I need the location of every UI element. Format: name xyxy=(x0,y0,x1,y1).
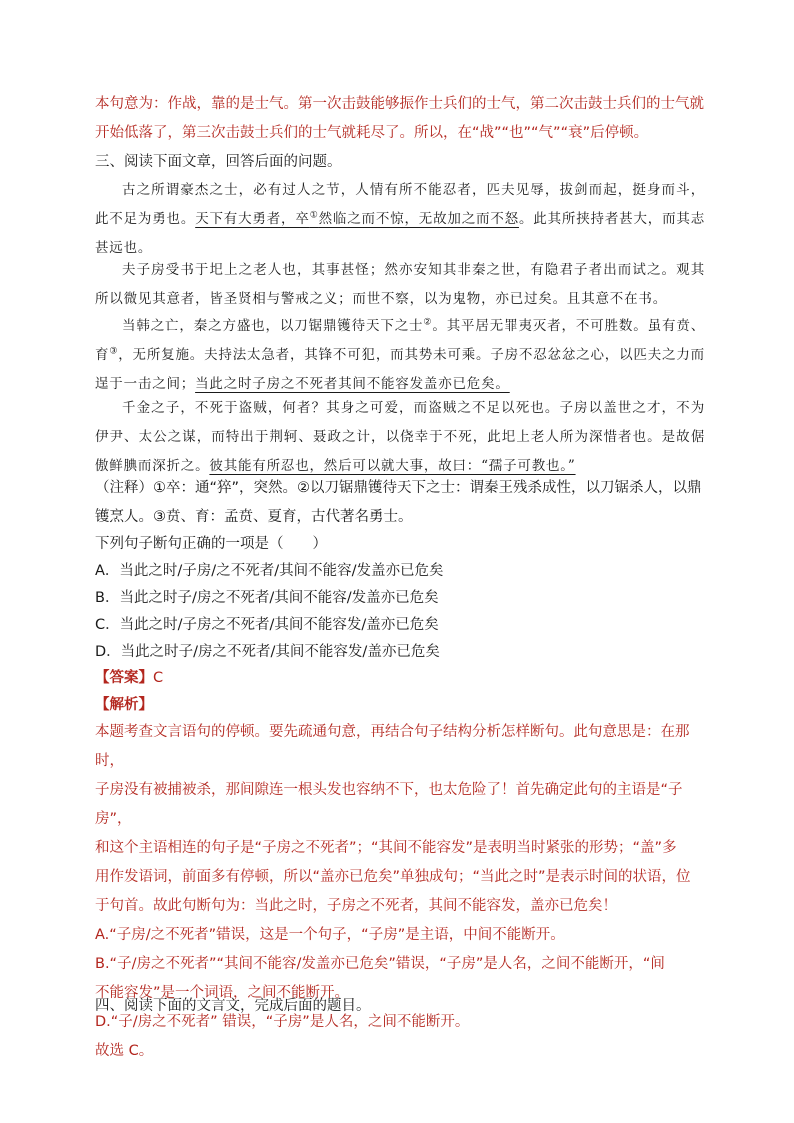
analysis-line: B.“子/房之不死者”“其间不能容/发盖亦已危矣”错误，“子房”是人名，之间不能断开，“间 xyxy=(95,956,665,972)
passage-p4-underlined: 彼其能有所忍也，然后可以就大事，故曰：“孺子可教也。” xyxy=(209,458,576,474)
notes-line-1: （注释）①卒：通“猝”，突然。②以刀锯鼎镬待天下之士：谓秦王残杀成性，以刀锯杀人，以鼎 xyxy=(95,480,702,496)
passage-p4-a: 千金之子，不死于盗贼，何者？其身之可爱，而盗贼之不足以死也。子房以盖世之才，不为伊尹、太公之谋，而特出于荆轲、聂政之计，以侥幸于不死，此圯上老人所为深惜者也。是故倨傲鲜腆而深折之。 xyxy=(95,400,705,474)
passage-paragraph-2: 夫子房受书于圯上之老人也，其事甚怪；然亦安知其非秦之世，有隐君子者出而试之。观其所以微见其意者，皆圣贤相与警戒之义；而世不察，以为鬼物，亦已过矣。且其意不在书。 xyxy=(95,262,705,307)
passage-p1-underlined xyxy=(195,211,519,227)
footnote-marker-1: ① xyxy=(309,210,319,221)
analysis-line: 和这个主语相连的句子是“子房之不死者”；“其间不能容发”是表明当时紧张的形势；“盖”多 xyxy=(95,840,677,856)
footnote-marker-2: ② xyxy=(423,317,433,328)
intro-line-2: 开始低落了，第三次击鼓士兵们的士气就耗尽了。所以，在“战”“也”“气”“衰”后停顿。 xyxy=(95,125,649,141)
passage-paragraph-3 xyxy=(95,312,705,399)
intro-explanation xyxy=(95,90,705,148)
option-a[interactable]: A．当此之时/子房/之不死者/其间不能容/发盖亦已危矣 xyxy=(95,563,444,579)
option-b[interactable]: B．当此之时子/房之不死者/其间不能容/发盖亦已危矣 xyxy=(95,590,439,606)
passage-p1-underlined-b: 然临之而不惊，无故加之而不怒 xyxy=(318,211,519,227)
section-3-title: 三、阅读下面文章，回答后面的问题。 xyxy=(95,154,342,170)
analysis-line: 本题考查文言语句的停顿。要先疏通句意，再结合句子结构分析怎样断句。此句意思是：在那时， xyxy=(95,724,690,769)
passage-p3-a: 当韩之亡，秦之方盛也，以刀锯鼎镬待天下之士 xyxy=(122,318,424,334)
passage-paragraph-4 xyxy=(95,394,705,481)
option-c[interactable]: C．当此之时/子房之不死者/其间不能容发/盖亦已危矣 xyxy=(95,617,439,633)
analysis-line: 用作发语词，前面多有停顿，所以“盖亦已危矣”单独成句；“当此之时”是表示时间的状语，位 xyxy=(95,869,691,885)
analysis-line: 故选 C。 xyxy=(95,1043,154,1059)
footnote-marker-3: ③ xyxy=(109,346,119,357)
passage-p1-end: 。此其所挟持者甚大，而其志甚远也。 xyxy=(95,211,705,256)
passage-p1-start: 古之所谓豪杰之士，必有过人之节，人情有所不能忍者，匹夫见辱，拔剑而起，挺身而斗，此不足为勇也。 xyxy=(95,182,705,227)
analysis-line: 不能容发”是一个词语，之间不能断开。 xyxy=(95,985,350,1001)
answer-row xyxy=(95,664,705,693)
passage-p3-c: ，无所复施。夫持法太急者，其锋不可犯，而其势未可乘。子房不忍忿忿之心，以匹夫之力而逞于一击之间； xyxy=(95,347,705,392)
answer-label: 【答案】 xyxy=(95,670,153,686)
question-stem: 下列句子断句正确的一项是（ ） xyxy=(95,536,327,552)
analysis-line: 子房没有被捕被杀，那间隙连一根头发也容纳不下，也太危险了！首先确定此句的主语是“子房”， xyxy=(95,782,683,827)
analysis-line: A.“子房/之不死者”错误，这是一个句子，“子房”是主语，中间不能断开。 xyxy=(95,927,565,943)
annotation-notes xyxy=(95,474,705,532)
passage-p3-b: 。其平居无罪夷灭者，不可胜数。虽有贲、育 xyxy=(95,318,705,363)
notes-line-2: 镬烹人。③贲、育：孟贲、夏育，古代著名勇士。 xyxy=(95,509,413,525)
intro-line-1: 本句意为：作战，靠的是士气。第一次击鼓能够振作士兵们的士气，第二次击鼓士兵们的士气就 xyxy=(95,96,704,112)
analysis-line: 于句首。故此句断句为：当此之时，子房之不死者，其间不能容发，盖亦已危矣！ xyxy=(95,898,617,914)
analysis-label: 【解析】 xyxy=(95,697,153,713)
passage-p1-underlined-a: 天下有大勇者，卒 xyxy=(195,211,310,227)
analysis-line: D.“子/房之不死者” 错误，“子房”是人名，之间不能断开。 xyxy=(95,1014,470,1030)
passage-paragraph-1 xyxy=(95,176,705,263)
section-4-title: 四、阅读下面的文言文，完成后面的题目。 xyxy=(95,998,371,1014)
option-d[interactable]: D．当此之时子/房之不死者/其间不能容发/盖亦已危矣 xyxy=(95,644,440,660)
passage-p3-underlined: 当此之时子房之不死者其间不能容发盖亦已危矣。 xyxy=(195,376,510,392)
answer-value: C xyxy=(153,670,164,686)
